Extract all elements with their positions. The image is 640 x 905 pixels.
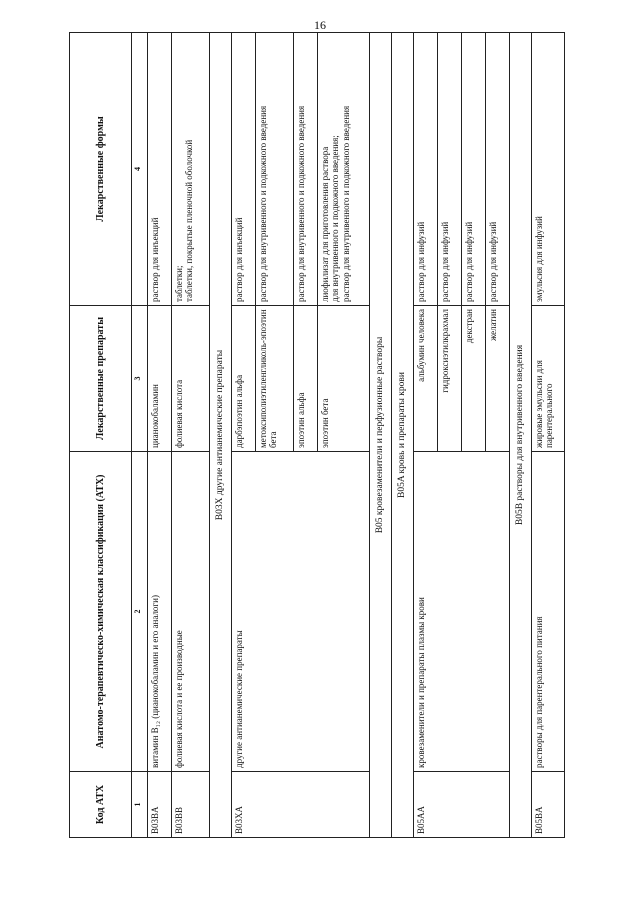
table-row	[148, 33, 172, 838]
section-title: B03X другие антианемические препараты	[210, 33, 232, 838]
rotated-table-page	[69, 33, 565, 838]
form-line: раствор для внутривенного и подкожного введения	[340, 105, 351, 302]
class-cell: растворы для парентерального питания	[532, 452, 565, 772]
prep-cell: дарбэпоэтин альфа	[232, 306, 256, 452]
header-classification: Анатомо-терапевтическо-химическая классификация (АТХ)	[70, 452, 132, 772]
header-preparations: Лекарственные препараты	[70, 306, 132, 452]
section-title: B05 кровезаменители и перфузионные растворы	[370, 33, 392, 838]
prep-cell: эпоэтин бета	[318, 306, 370, 452]
form-cell: раствор для инфузий	[486, 33, 510, 306]
code-cell: B05BA	[532, 772, 565, 838]
prep-cell: фолиевая кислота	[172, 306, 210, 452]
form-line: таблетки, покрытые пленочной оболочкой	[184, 139, 195, 302]
table-row	[414, 33, 438, 838]
col-number: 2	[132, 452, 148, 772]
form-line: таблетки;	[174, 265, 184, 302]
form-cell	[172, 33, 210, 306]
drug-table	[69, 32, 565, 838]
section-row	[210, 33, 232, 838]
form-cell: раствор для инфузий	[438, 33, 462, 306]
header-code: Код АТХ	[70, 772, 132, 838]
section-title: B05B растворы для внутривенного введения	[510, 33, 532, 838]
header-row	[70, 33, 132, 838]
col-number: 4	[132, 33, 148, 306]
form-cell: раствор для инъекций	[148, 33, 172, 306]
form-cell: раствор для инфузий	[462, 33, 486, 306]
prep-cell: цианокобаламин	[148, 306, 172, 452]
code-cell: B03BA	[148, 772, 172, 838]
class-cell: витамин B₁₂ (цианокобаламин и его аналоги)	[148, 452, 172, 772]
section-title: B05A кровь и препараты крови	[392, 33, 414, 838]
col-number: 3	[132, 306, 148, 452]
table-row	[232, 33, 256, 838]
form-cell: раствор для внутривенного и подкожного введения	[256, 33, 294, 306]
form-line: для внутривенного и подкожного введения;	[330, 135, 341, 302]
code-cell: B03XA	[232, 772, 370, 838]
prep-cell: эпоэтин альфа	[294, 306, 318, 452]
prep-cell: желатин	[486, 306, 510, 452]
code-cell: B03BB	[172, 772, 210, 838]
section-row	[392, 33, 414, 838]
form-cell	[318, 33, 370, 306]
header-forms: Лекарственные формы	[70, 33, 132, 306]
section-row	[510, 33, 532, 838]
col-number: 1	[132, 772, 148, 838]
prep-cell: жировые эмульсии для парентерального	[532, 306, 565, 452]
section-row	[370, 33, 392, 838]
prep-cell: альбумин человека	[414, 306, 438, 452]
prep-cell: гидроксиэтилкрахмал	[438, 306, 462, 452]
form-cell: раствор для инъекций	[232, 33, 256, 306]
form-cell: раствор для внутривенного и подкожного введения	[294, 33, 318, 306]
prep-cell: декстран	[462, 306, 486, 452]
code-cell: B05AA	[414, 772, 510, 838]
class-cell: другие антианемические препараты	[232, 452, 370, 772]
form-line: лиофилизат для приготовления раствора	[320, 146, 330, 302]
table-row	[532, 33, 565, 838]
page-number: 16	[314, 18, 326, 32]
form-cell: эмульсия для инфузий	[532, 33, 565, 306]
table-row	[172, 33, 210, 838]
form-cell: раствор для инфузий	[414, 33, 438, 306]
class-cell: кровезаменители и препараты плазмы крови	[414, 452, 510, 772]
column-number-row	[132, 33, 148, 838]
class-cell: фолиевая кислота и ее производные	[172, 452, 210, 772]
prep-cell: метоксиполиэтиленгликоль-эпоэтин бета	[256, 306, 294, 452]
